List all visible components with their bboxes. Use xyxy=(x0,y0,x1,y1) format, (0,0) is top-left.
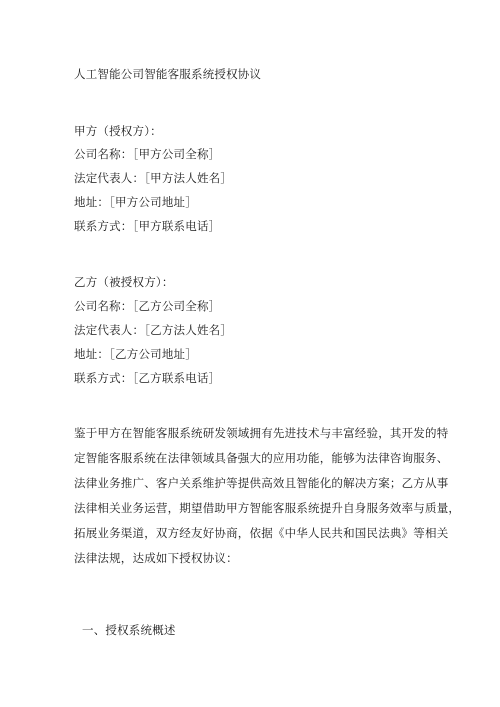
party-a-heading: 甲方（授权方）： xyxy=(74,124,162,138)
party-b-legal-rep: 法定代表人：［乙方法人姓名］ xyxy=(74,323,233,337)
party-b-contact: 联系方式：［乙方联系电话］ xyxy=(74,371,221,385)
preamble-line: 法律相关业务运营，期望借助甲方智能客服系统提升自身服务效率与质量， xyxy=(74,501,461,515)
preamble-line: 法律业务推广、客户关系维护等提供高效且智能化的解决方案；乙方从事 xyxy=(74,476,449,490)
preamble-line: 法律法规，达成如下授权协议： xyxy=(74,551,238,565)
party-a-legal-rep: 法定代表人：［甲方法人姓名］ xyxy=(74,171,233,185)
party-a-address: 地址：［甲方公司地址］ xyxy=(74,195,197,209)
preamble-line: 鉴于甲方在智能客服系统研发领域拥有先进技术与丰富经验，其开发的特 xyxy=(74,426,449,440)
party-b-address: 地址：［乙方公司地址］ xyxy=(74,347,197,361)
party-b-company: 公司名称：［乙方公司全称］ xyxy=(74,299,221,313)
party-b-heading: 乙方（被授权方）： xyxy=(74,275,174,289)
party-a-company: 公司名称：［甲方公司全称］ xyxy=(74,147,221,161)
document-title: 人工智能公司智能客服系统授权协议 xyxy=(74,67,262,81)
preamble-line: 定智能客服系统在法律领域具备强大的应用功能，能够为法律咨询服务、 xyxy=(74,451,449,465)
section-1-heading: 一、授权系统概述 xyxy=(82,623,176,637)
preamble-line: 拓展业务渠道，双方经友好协商，依据《中华人民共和国民法典》等相关 xyxy=(74,526,449,540)
preamble-paragraph xyxy=(74,421,461,571)
party-a-contact: 联系方式：［甲方联系电话］ xyxy=(74,219,221,233)
